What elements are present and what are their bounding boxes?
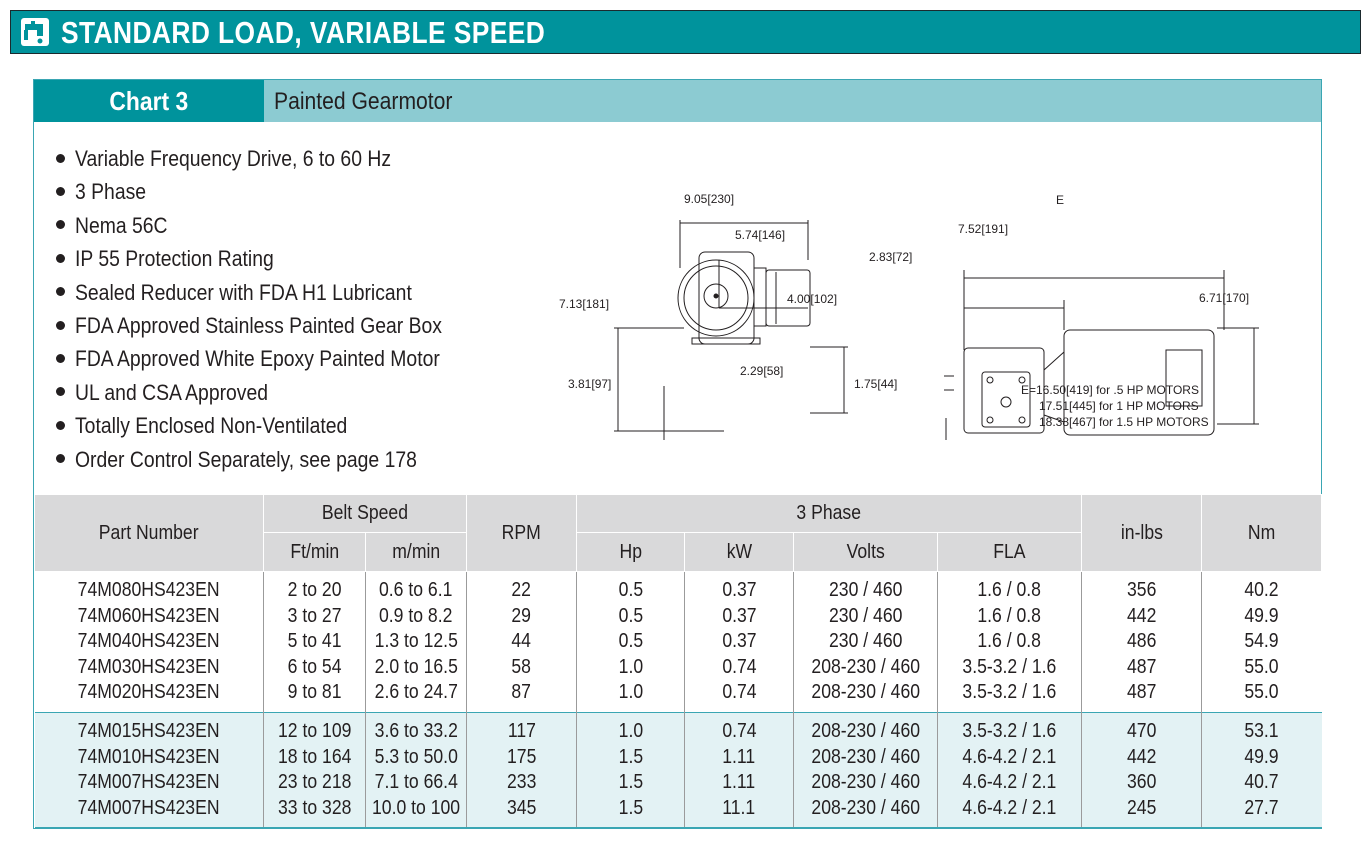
table-cell: 5.3 to 50.0 [366,745,467,771]
table-cell: 3.5-3.2 / 1.6 [938,712,1082,744]
table-cell: 40.2 [1202,572,1322,604]
table-cell: 208-230 / 460 [794,655,938,681]
table-cell: 486 [1082,629,1202,655]
table-cell: 1.5 [577,796,685,828]
table-cell: 11.1 [685,796,794,828]
dim-length-partial: 7.52[191] [958,222,1009,236]
table-cell: 74M015HS423EN [35,712,264,744]
feature-item: UL and CSA Approved [56,376,492,409]
table-cell: 1.3 to 12.5 [366,629,467,655]
header-ft-min: Ft/min [264,533,366,572]
table-cell: 74M020HS423EN [35,680,264,712]
table-cell: 2 to 20 [264,572,366,604]
table-cell: 4.6-4.2 / 2.1 [938,796,1082,828]
feature-item: Nema 56C [56,209,492,242]
table-cell: 0.5 [577,629,685,655]
table-row [35,604,1322,630]
table-cell: 54.9 [1202,629,1322,655]
table-cell: 27.7 [1202,796,1322,828]
table-cell: 233 [467,770,577,796]
header-nm: Nm [1202,495,1322,572]
table-cell: 1.0 [577,712,685,744]
table-cell: 55.0 [1202,680,1322,712]
table-cell: 10.0 to 100 [366,796,467,828]
header-rpm: RPM [467,495,577,572]
table-cell: 3 to 27 [264,604,366,630]
table-cell: 3.5-3.2 / 1.6 [938,655,1082,681]
table-cell: 74M040HS423EN [35,629,264,655]
feature-item: Variable Frequency Drive, 6 to 60 Hz [56,142,492,175]
table-cell: 55.0 [1202,655,1322,681]
table-cell: 4.6-4.2 / 2.1 [938,745,1082,771]
dim-width-partial: 5.74[146] [735,228,786,242]
table-cell: 0.74 [685,712,794,744]
table-cell: 345 [467,796,577,828]
table-cell: 58 [467,655,577,681]
table-cell: 74M007HS423EN [35,770,264,796]
feature-item: FDA Approved Stainless Painted Gear Box [56,309,492,342]
dim-bottom-left: 3.81[97] [568,377,612,391]
table-cell: 44 [467,629,577,655]
table-cell: 442 [1082,745,1202,771]
table-cell: 3.5-3.2 / 1.6 [938,680,1082,712]
table-cell: 1.0 [577,680,685,712]
table-cell: 208-230 / 460 [794,770,938,796]
table-cell: 0.6 to 6.1 [366,572,467,604]
header-3-phase: 3 Phase [577,495,1082,533]
table-cell: 245 [1082,796,1202,828]
table-cell: 1.6 / 0.8 [938,572,1082,604]
table-cell: 74M080HS423EN [35,572,264,604]
table-cell: 0.9 to 8.2 [366,604,467,630]
table-cell: 1.11 [685,770,794,796]
header-kw: kW [685,533,794,572]
table-cell: 2.0 to 16.5 [366,655,467,681]
table-cell: 3.6 to 33.2 [366,712,467,744]
table-cell: 175 [467,745,577,771]
table-cell: 74M060HS423EN [35,604,264,630]
table-cell: 0.37 [685,604,794,630]
table-cell: 0.5 [577,572,685,604]
table-cell: 33 to 328 [264,796,366,828]
table-cell: 1.5 [577,745,685,771]
feature-list [56,142,492,476]
table-cell: 12 to 109 [264,712,366,744]
table-cell: 5 to 41 [264,629,366,655]
feature-item: Totally Enclosed Non-Ventilated [56,409,492,442]
dim-offset-bottom: 1.75[44] [854,377,898,391]
table-row [35,745,1322,771]
dim-height-side: 6.71[170] [1199,291,1250,305]
page-title: STANDARD LOAD, VARIABLE SPEED [61,15,546,50]
table-cell: 29 [467,604,577,630]
spec-table [34,494,1322,828]
table-row [35,770,1322,796]
table-cell: 49.9 [1202,745,1322,771]
table-cell: 442 [1082,604,1202,630]
table-group-1 [35,572,1322,713]
feature-item: IP 55 Protection Rating [56,242,492,275]
table-cell: 0.5 [577,604,685,630]
table-cell: 208-230 / 460 [794,745,938,771]
table-cell: 360 [1082,770,1202,796]
chart-number: Chart 3 [34,80,264,122]
table-cell: 208-230 / 460 [794,796,938,828]
table-cell: 23 to 218 [264,770,366,796]
table-cell: 230 / 460 [794,604,938,630]
motor-length-note: E=16.50[419] for .5 HP MOTORS 17.51[445] for 1 HP MOTORS 18.38[467] for 1.5 HP MOTORS [1021,383,1209,429]
table-cell: 1.11 [685,745,794,771]
dim-height-total: 7.13[181] [559,297,610,311]
table-cell: 18 to 164 [264,745,366,771]
feature-item: 3 Phase [56,175,492,208]
table-cell: 1.0 [577,655,685,681]
table-cell: 230 / 460 [794,629,938,655]
dim-height-flange: 4.00[102] [787,292,838,306]
table-row [35,712,1322,744]
table-cell: 1.5 [577,770,685,796]
table-cell: 0.74 [685,655,794,681]
table-cell: 7.1 to 66.4 [366,770,467,796]
table-row [35,796,1322,828]
table-cell: 40.7 [1202,770,1322,796]
table-cell: 0.74 [685,680,794,712]
table-cell: 87 [467,680,577,712]
table-cell: 0.37 [685,572,794,604]
feature-item: Order Control Separately, see page 178 [56,443,492,476]
table-cell: 0.37 [685,629,794,655]
table-cell: 117 [467,712,577,744]
table-row [35,572,1322,604]
table-cell: 6 to 54 [264,655,366,681]
header-part-number: Part Number [35,495,264,572]
dim-length-e: E [1056,193,1065,207]
table-row [35,629,1322,655]
table-cell: 74M030HS423EN [35,655,264,681]
feature-item: Sealed Reducer with FDA H1 Lubricant [56,276,492,309]
table-cell: 22 [467,572,577,604]
table-cell: 74M010HS423EN [35,745,264,771]
faucet-icon [21,18,49,46]
table-cell: 208-230 / 460 [794,712,938,744]
table-cell: 487 [1082,655,1202,681]
table-cell: 487 [1082,680,1202,712]
table-group-2 [35,712,1322,827]
header-hp: Hp [577,533,685,572]
table-row [35,680,1322,712]
chart-panel [33,79,1322,829]
header-in-lbs: in-lbs [1082,495,1202,572]
table-cell: 2.6 to 24.7 [366,680,467,712]
table-cell: 1.6 / 0.8 [938,604,1082,630]
dim-bottom-right: 2.29[58] [740,364,784,378]
table-row [35,655,1322,681]
table-cell: 208-230 / 460 [794,680,938,712]
table-cell: 356 [1082,572,1202,604]
section-banner [10,10,1361,54]
front-view-drawing [614,220,848,440]
table-cell: 9 to 81 [264,680,366,712]
dim-offset-top: 2.83[72] [869,250,913,264]
table-cell: 4.6-4.2 / 2.1 [938,770,1082,796]
chart-subtitle: Painted Gearmotor [264,80,1321,122]
header-volts: Volts [794,533,938,572]
dim-width-total: 9.05[230] [684,192,735,206]
table-cell: 230 / 460 [794,572,938,604]
table-cell: 53.1 [1202,712,1322,744]
table-cell: 49.9 [1202,604,1322,630]
table-cell: 470 [1082,712,1202,744]
header-belt-speed: Belt Speed [264,495,467,533]
table-cell: 74M007HS423EN [35,796,264,828]
header-m-min: m/min [366,533,467,572]
header-fla: FLA [938,533,1082,572]
feature-item: FDA Approved White Epoxy Painted Motor [56,342,492,375]
table-cell: 1.6 / 0.8 [938,629,1082,655]
